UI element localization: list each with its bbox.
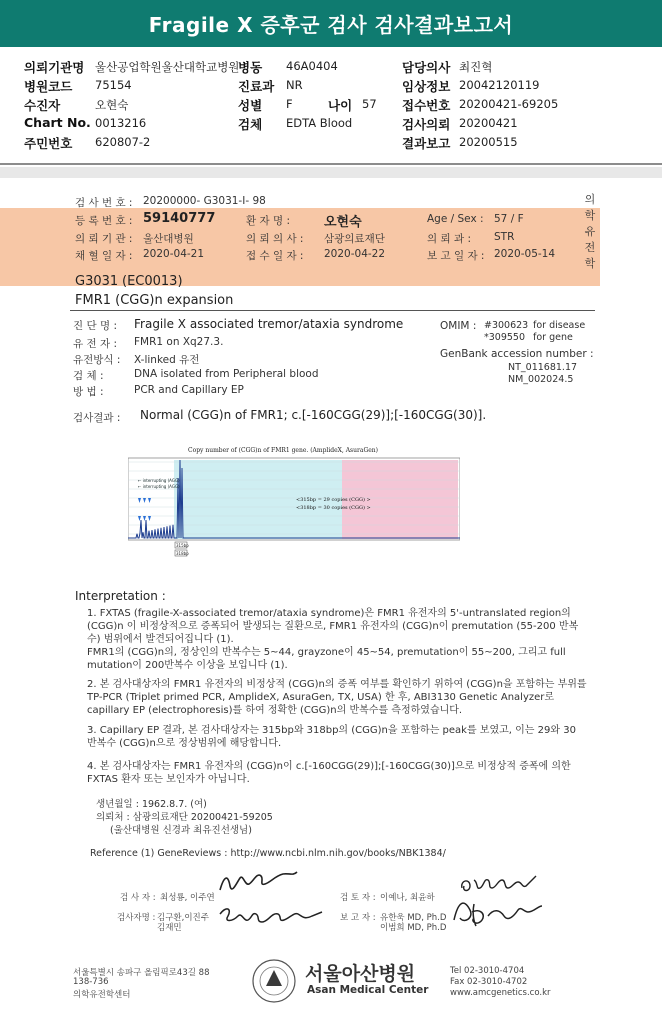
doctor-label: 의 뢰 의 사 : xyxy=(246,233,304,245)
header-value: NR xyxy=(286,78,303,92)
patient-name: 오현숙 xyxy=(324,215,362,230)
header-value: 20042120119 xyxy=(459,78,540,92)
arrow-down-icon xyxy=(138,498,151,503)
test-code-2: (EC0013) xyxy=(122,274,183,289)
dept: STR xyxy=(494,231,515,243)
header-label: 검체 xyxy=(238,117,263,132)
checker-label: 검 토 자 : xyxy=(340,893,376,903)
inherit-label: 유전방식 : xyxy=(73,354,121,366)
header-label: 진료과 xyxy=(238,79,275,94)
header-label: 나이 xyxy=(328,98,353,113)
header-value: 57 xyxy=(362,97,377,111)
responsible-2: 김재민 xyxy=(157,923,182,933)
header-label: 병원코드 xyxy=(24,79,73,94)
receive-date: 2020-04-22 xyxy=(324,248,386,260)
header-value: 20200515 xyxy=(459,135,518,149)
website: www.amcgenetics.co.kr xyxy=(450,988,551,998)
header-label: 병동 xyxy=(238,60,263,75)
method-label: 방 법 : xyxy=(73,386,104,398)
signature-stroke xyxy=(220,872,297,890)
electropherogram-svg xyxy=(128,446,460,574)
agg-arrows xyxy=(138,498,151,521)
exam-no: 20200000- G3031-I- 98 xyxy=(143,195,266,207)
scanned-report xyxy=(0,178,662,1034)
asan-foundation-seal-icon xyxy=(251,958,297,1004)
responsible-signature xyxy=(214,900,324,928)
interpretation-p4: 4. 본 검사대상자는 FMR1 유전자의 (CGG)n이 c.[-160CGG(29)];[-160CGG(30)]으로 비정상적 증폭에 의한 FXTAS 환자 또는 보인자가 아닙니다. xyxy=(87,761,571,785)
dob: 생년월일 : 1962.8.7. (여) xyxy=(96,799,207,810)
test-name: FMR1 (CGG)n expansion xyxy=(75,293,234,308)
interpretation-heading: Interpretation : xyxy=(75,589,166,603)
interpretation-p1b: FMR1의 (CGG)n의, 정상인의 반복수는 5~44, grayzone이 45~54, premutation이 55~200, 그리고 full mutation이 200반복수 이상을 보입니다 (1). xyxy=(87,647,566,671)
header-label: 주민번호 xyxy=(24,136,73,151)
signature-stroke xyxy=(220,909,322,922)
gene: FMR1 on Xq27.3. xyxy=(134,336,224,348)
peak-label-1: 315bp xyxy=(176,543,189,548)
report-date: 2020-05-14 xyxy=(494,248,556,260)
side-department-text xyxy=(584,192,596,272)
signature-stroke xyxy=(462,876,536,891)
specimen: DNA isolated from Peripheral blood xyxy=(134,368,319,380)
header-label: 담당의사 xyxy=(402,60,451,75)
address-3: 의학유전학센터 xyxy=(73,990,131,1000)
inst: 울산대병원 xyxy=(143,233,194,245)
examiner-signature xyxy=(212,868,307,898)
header-label: 수진자 xyxy=(24,98,61,113)
interpretation-p3: 3. Capillary EP 결과, 본 검사대상자는 315bp와 318bp의 (CGG)n을 포함하는 peak를 보였고, 이는 29와 30 반복수 (CGG)n으로 정상범위에 해당합니다. xyxy=(87,725,576,749)
collect-label: 채 혈 일 자 : xyxy=(75,250,133,262)
peak-annotation-2: <318bp = 30 copies (CGG) > xyxy=(296,505,371,511)
header-label: 임상정보 xyxy=(402,79,451,94)
chart-title: Copy number of (CGG)n of FMR1 gene. (AmplideX, AsuraGen) xyxy=(188,447,378,454)
result-label: 검사결과 : xyxy=(73,412,121,424)
receive-label: 접 수 일 자 : xyxy=(246,250,304,262)
omim-gene-note: for gene xyxy=(533,332,573,343)
header-value: F xyxy=(286,97,293,111)
header-value: 울산공업학원울산대학교병원 xyxy=(95,60,240,74)
fax: Fax 02-3010-4702 xyxy=(450,977,528,987)
header-value: 46A0404 xyxy=(286,59,338,73)
checker: 이예나, 최윤하 xyxy=(380,893,435,903)
responsible: 김구환,이진주 xyxy=(157,913,209,923)
report-header xyxy=(0,47,662,165)
header-value: 최진혁 xyxy=(459,60,493,74)
side-char: 전 xyxy=(584,241,596,254)
header-value: 오현숙 xyxy=(95,98,129,112)
signature-stroke xyxy=(454,903,542,926)
side-char: 유 xyxy=(584,225,596,238)
legend-agg-1: ← interrupting (AGG) xyxy=(138,478,180,483)
peak-label-2: 318bp xyxy=(176,551,189,556)
header-label: 검사의뢰 xyxy=(402,117,451,132)
gene-label: 유 전 자 : xyxy=(73,338,117,350)
header-value: EDTA Blood xyxy=(286,116,353,130)
reporter-signature xyxy=(448,894,548,930)
arrow-down-icon xyxy=(138,516,151,521)
divider xyxy=(0,167,662,178)
method: PCR and Capillary EP xyxy=(134,384,244,396)
dx-label: 진 단 명 : xyxy=(73,320,117,332)
age-sex-label: Age / Sex : xyxy=(427,213,484,225)
test-code: G3031 xyxy=(75,274,119,289)
inheritance: X-linked 유전 xyxy=(134,354,200,366)
header-label: Chart No. xyxy=(24,115,91,130)
genbank-1: NT_011681.17 xyxy=(508,362,578,373)
specimen-label: 검 체 : xyxy=(73,370,104,382)
tel: Tel 02-3010-4704 xyxy=(450,966,525,976)
header-value: 20200421-69205 xyxy=(459,97,559,111)
omim-disease: #300623 xyxy=(484,320,529,331)
address-2: 138-736 xyxy=(73,977,109,987)
header-label: 성별 xyxy=(238,98,263,113)
reporter: 유한욱 MD, Ph.D xyxy=(380,913,447,923)
responsible-label: 검사자명 : xyxy=(117,913,156,923)
result: Normal (CGG)n of FMR1; c.[-160CGG(29)];[-160CGG(30)]. xyxy=(140,408,487,422)
genbank-label: GenBank accession number : xyxy=(440,348,594,360)
dept-label: 의 뢰 과 : xyxy=(427,233,471,245)
exam-no-label: 검 사 번 호 : xyxy=(75,197,133,209)
age-sex: 57 / F xyxy=(494,213,524,225)
inst-label: 의 뢰 기 관 : xyxy=(75,233,133,245)
omim-gene: *309550 xyxy=(484,332,526,343)
header-label: 접수번호 xyxy=(402,98,451,113)
collect-date: 2020-04-21 xyxy=(143,248,205,260)
side-char: 학 xyxy=(584,209,596,222)
diagnosis: Fragile X associated tremor/ataxia syndrome xyxy=(134,317,404,331)
hospital-name-kr: 서울아산병원 xyxy=(305,963,416,985)
omim-disease-note: for disease xyxy=(533,320,586,331)
header-value: 20200421 xyxy=(459,116,518,130)
examiner: 최성룡, 이주연 xyxy=(160,893,215,903)
peak-annotation-1: <315bp = 29 copies (CGG) > xyxy=(296,497,371,503)
side-char: 의 xyxy=(584,193,596,206)
header-value: 75154 xyxy=(95,78,132,92)
referring-institution: 의뢰처 : 삼광의료재단 20200421-59205 xyxy=(96,812,273,823)
legend-agg-2: ← interrupting (AGG) xyxy=(138,484,180,489)
hospital-name-en: Asan Medical Center xyxy=(307,984,429,996)
side-char: 학 xyxy=(584,257,596,270)
header-value: 0013216 xyxy=(95,116,147,130)
interpretation-p2: 2. 본 검사대상자의 FMR1 유전자의 비정상적 (CGG)n의 증폭 여부를 확인하기 위하여 (CGG)n을 포함하는 부위를 TP-PCR (Triplet primed PCR, AmplideX, AsuraGen, TX, USA) 한 후, ABI3130 Genetic Analyzer로 capillary EP (electrophoresis)를 하여 정확한 (CGG)n의 반복수를 측정하였습니다. xyxy=(87,679,587,716)
doctor: 삼광의료재단 xyxy=(324,233,385,245)
header-label: 의뢰기관명 xyxy=(24,60,85,75)
reference: Reference (1) GeneReviews : http://www.ncbi.nlm.nih.gov/books/NBK1384/ xyxy=(90,848,446,859)
header-label: 결과보고 xyxy=(402,136,451,151)
electropherogram xyxy=(128,446,460,574)
reg-no: 59140777 xyxy=(143,211,216,226)
patient-label: 환 자 명 : xyxy=(246,215,290,227)
genbank-2: NM_002024.5 xyxy=(508,374,574,385)
reg-no-label: 등 록 번 호 : xyxy=(75,215,133,227)
header-value: 620807-2 xyxy=(95,135,151,149)
interpretation-p1: 1. FXTAS (fragile-X-associated tremor/ataxia syndrome)은 FMR1 유전자의 5'-untranslated region의 (CGG)n 이 비정상적으로 증폭되어 발생되는 질환으로, FMR1 유전자의 (CGG)n이 premutation (55-200 반복수) 범위에서 발견되어집니다 (1). xyxy=(87,608,579,645)
omim-label: OMIM : xyxy=(440,320,477,332)
address-1: 서울특별시 송파구 올림픽로43길 88 xyxy=(73,968,210,978)
report-date-label: 보 고 일 자 : xyxy=(427,250,485,262)
report-title: Fragile X 증후군 검사 검사결과보고서 xyxy=(0,0,662,47)
examiner-label: 검 사 자 : xyxy=(120,893,156,903)
reporter-2: 이범희 MD, Ph.D xyxy=(380,923,447,933)
referring-doctor: (울산대병원 신경과 최유진선생님) xyxy=(110,825,252,836)
section-rule xyxy=(70,310,595,311)
reporter-label: 보 고 자 : xyxy=(340,913,376,923)
